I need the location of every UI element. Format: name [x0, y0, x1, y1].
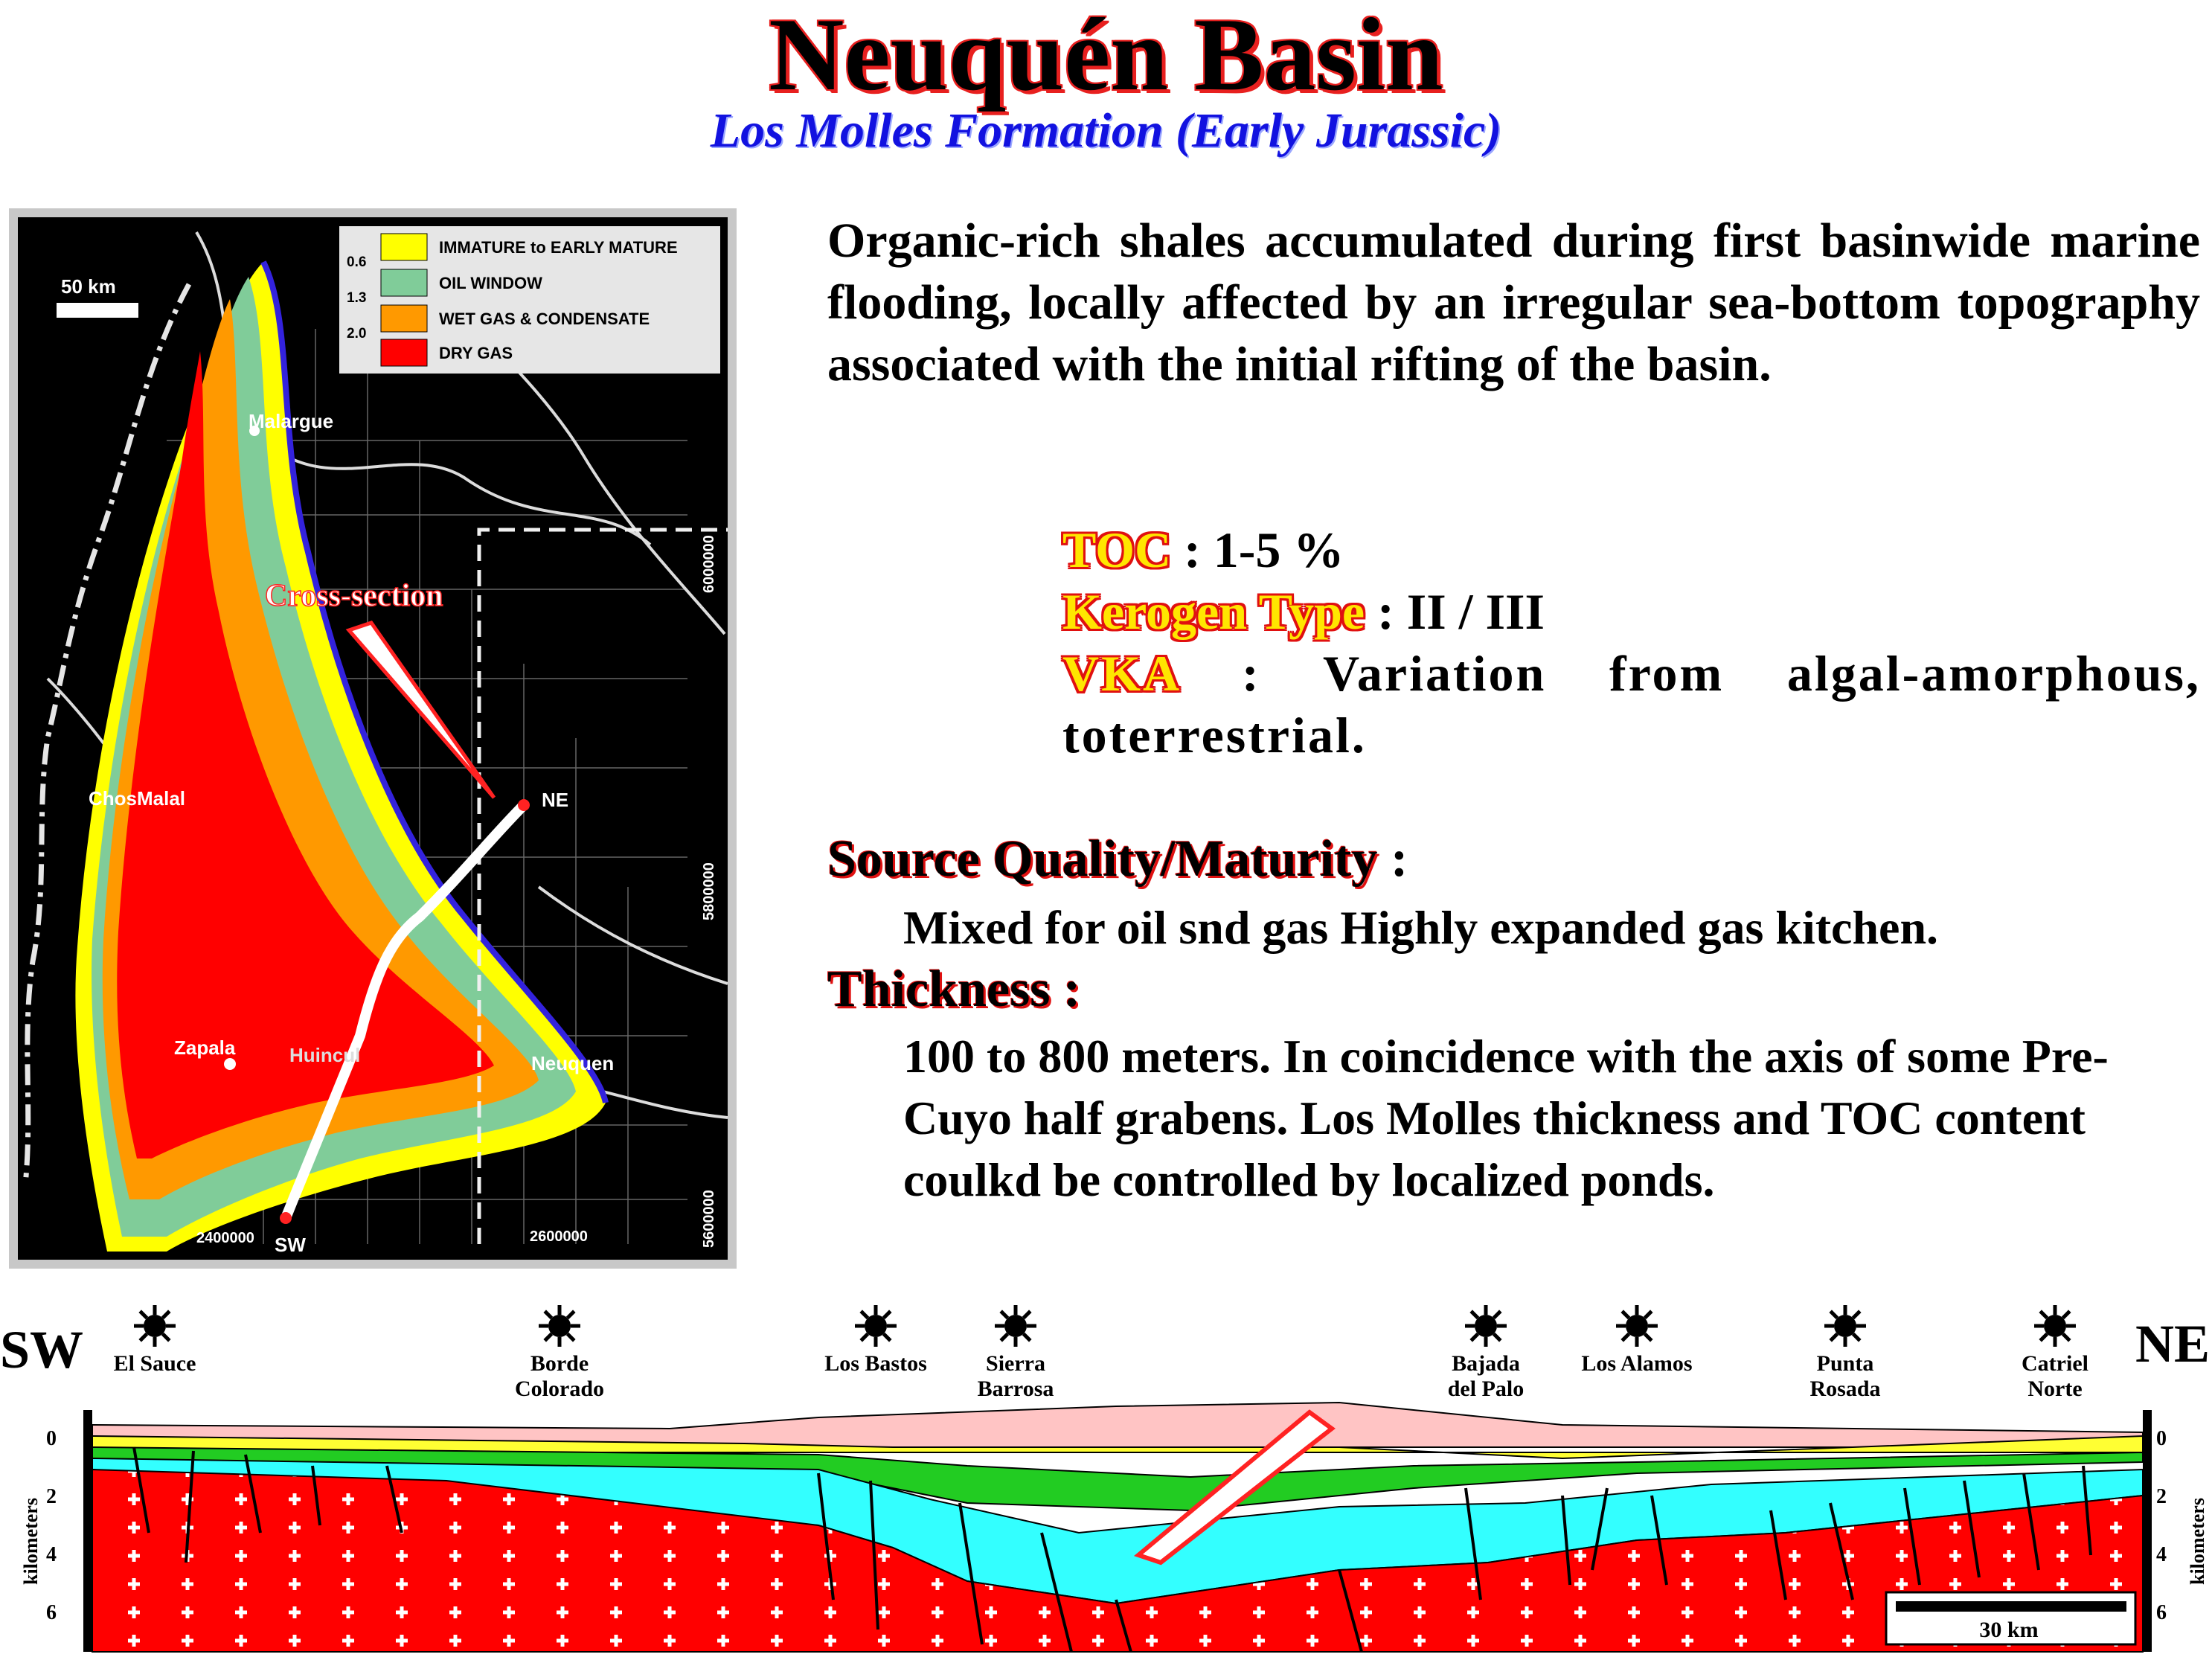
legend-label-drygas: DRY GAS: [439, 344, 513, 362]
source-quality-text: Mixed for oil snd gas Highly expanded gas kitchen.: [903, 901, 1939, 954]
well-1: [114, 1305, 196, 1376]
vka-line: [1062, 643, 2201, 766]
depth-tick-4: 4: [46, 1543, 57, 1566]
description-text: Organic-rich shales accumulated during first basinwide marine flooding, locally affected by an irregular sea-bottom topography associated with the initial rifting of the basin.: [827, 214, 2200, 391]
legend-threshold-2: 2.0: [347, 326, 367, 342]
well-ray: [1645, 1311, 1652, 1318]
legend-threshold-1: 1.3: [347, 290, 367, 306]
well-ray: [1622, 1311, 1629, 1318]
well-8: [2022, 1305, 2088, 1401]
well-symbol-icon: [2044, 1315, 2066, 1337]
well-ray: [2040, 1311, 2047, 1318]
well-ray: [2063, 1311, 2070, 1318]
label-ne: NE: [542, 789, 569, 811]
page-subtitle: Los Molles Formation (Early Jurassic): [710, 103, 1502, 158]
coord-5600000: 5600000: [701, 1190, 717, 1248]
vka-label: VKA: [1062, 645, 1179, 702]
section-scale-label: 30 km: [1979, 1618, 2039, 1642]
thickness-text: 100 to 800 meters. In coincidence with the axis of some Pre-Cuyo half grabens. Los Molles thickness and TOC content coulkd be controlled by localized ponds.: [903, 1030, 2109, 1206]
well-name-line1: Punta: [1816, 1351, 1874, 1376]
well-ray: [545, 1311, 551, 1318]
well-name-line2: Barrosa: [977, 1377, 1054, 1401]
place-huincul: Huincul: [289, 1044, 361, 1066]
well-ray: [2063, 1334, 2070, 1341]
legend-label-wetgas: WET GAS & CONDENSATE: [439, 310, 650, 328]
coord-2400000: 2400000: [196, 1230, 254, 1246]
well-ray: [884, 1311, 891, 1318]
well-ray: [1853, 1334, 1860, 1341]
axis-label-right: kilometers: [2187, 1498, 2208, 1585]
legend-swatch-oil: [381, 269, 427, 296]
maturity-map: [18, 217, 728, 1260]
place-malargue: Malargue: [249, 410, 334, 432]
well-ray: [1471, 1311, 1478, 1318]
well-ray: [1024, 1311, 1030, 1318]
well-ray: [2040, 1334, 2047, 1341]
well-symbol-icon: [1004, 1315, 1027, 1337]
toc-label: TOC: [1062, 522, 1172, 578]
toc-value: : 1-5 %: [1184, 522, 1344, 578]
depth-tick-2: 2: [46, 1485, 57, 1508]
legend-label-immature: IMMATURE to EARLY MATURE: [439, 238, 678, 257]
toc-line: [1062, 519, 1344, 581]
depth-tick-6: 6: [46, 1601, 57, 1624]
source-quality-colon: :: [1377, 830, 1408, 888]
well-ray: [861, 1334, 868, 1341]
map-scale-bar: [57, 303, 138, 318]
depth-tick-right-4: 4: [2156, 1543, 2167, 1566]
well-ray: [1645, 1334, 1652, 1341]
well-4: [978, 1305, 1054, 1401]
well-name-line1: Bajada: [1452, 1351, 1520, 1376]
section-scale-bar: [1896, 1601, 2126, 1612]
well-name-line2: Rosada: [1809, 1377, 1881, 1401]
kerogen-label: Kerogen Type: [1062, 583, 1365, 640]
depth-tick-right-0: 0: [2156, 1427, 2167, 1450]
depth-tick-right-2: 2: [2156, 1485, 2167, 1508]
thickness-heading: Thickness :: [827, 961, 1081, 1018]
coord-5800000: 5800000: [701, 862, 717, 920]
well-symbol-icon: [144, 1315, 166, 1337]
axis-label-left: kilometers: [20, 1498, 42, 1585]
legend-swatch-drygas: [381, 339, 427, 366]
vka-value: : Variation from algal-amorphous, toterrestrial.: [1062, 645, 2201, 763]
section-sw-label: SW: [0, 1320, 84, 1379]
well-markers: [114, 1305, 2088, 1401]
legend-swatch-immature: [381, 234, 427, 260]
well-ray: [861, 1311, 868, 1318]
well-ray: [1001, 1334, 1007, 1341]
source-quality-title: Source Quality/Maturity: [827, 830, 1378, 888]
well-name-line2: Norte: [2027, 1377, 2083, 1401]
page-title: Neuquén Basin: [769, 0, 1443, 112]
well-3: [824, 1305, 927, 1376]
well-symbol-icon: [1626, 1315, 1648, 1337]
section-left-bar: [83, 1410, 92, 1652]
cross-section-label: Cross-section: [265, 579, 443, 613]
well-6: [1581, 1305, 1692, 1376]
map-scale-label: 50 km: [61, 275, 116, 298]
well-ray: [1830, 1334, 1837, 1341]
well-ray: [545, 1334, 551, 1341]
well-ray: [140, 1311, 147, 1318]
section-ne-label: NE: [2135, 1314, 2211, 1374]
well-ray: [163, 1311, 170, 1318]
well-ray: [1494, 1334, 1501, 1341]
well-ray: [568, 1311, 574, 1318]
well-symbol-icon: [548, 1315, 571, 1337]
well-ray: [1622, 1334, 1629, 1341]
well-ray: [1853, 1311, 1860, 1318]
well-ray: [140, 1334, 147, 1341]
ne-endpoint-marker: [518, 799, 530, 811]
well-name-line1: Borde: [530, 1351, 589, 1376]
map-legend: [339, 226, 720, 374]
kerogen-value: : II / III: [1377, 583, 1545, 640]
well-ray: [1471, 1334, 1478, 1341]
depth-tick-right-6: 6: [2156, 1601, 2167, 1624]
depth-axis-right: [2156, 1427, 2167, 1624]
place-neuquen: Neuquen: [531, 1052, 615, 1074]
well-symbol-icon: [1834, 1315, 1856, 1337]
well-ray: [1001, 1311, 1007, 1318]
depth-tick-0: 0: [46, 1427, 57, 1450]
legend-threshold-0: 0.6: [347, 254, 367, 270]
well-ray: [1024, 1334, 1030, 1341]
maturity-map-svg: [18, 217, 728, 1260]
well-symbol-icon: [865, 1315, 887, 1337]
section-right-bar: [2143, 1410, 2152, 1652]
well-name-line1: Los Bastos: [824, 1351, 927, 1376]
coord-6000000: 6000000: [701, 535, 717, 593]
depth-axis-left: [46, 1427, 57, 1624]
well-ray: [163, 1334, 170, 1341]
well-symbol-icon: [1475, 1315, 1497, 1337]
place-chosmalal: ChosMalal: [89, 787, 186, 810]
well-name-line1: Sierra: [986, 1351, 1045, 1376]
well-name-line2: Colorado: [515, 1377, 604, 1401]
label-sw: SW: [275, 1234, 306, 1256]
coord-2600000: 2600000: [530, 1228, 588, 1245]
well-2: [515, 1305, 604, 1401]
place-zapala: Zapala: [174, 1036, 236, 1059]
well-name-line1: El Sauce: [113, 1351, 196, 1376]
well-5: [1448, 1305, 1525, 1401]
map-frame: [9, 208, 737, 1269]
sw-endpoint-marker: [280, 1212, 292, 1224]
zapala-dot: [224, 1058, 236, 1070]
source-quality-heading: [827, 830, 1408, 889]
cross-section-diagram: [0, 1287, 2212, 1660]
well-ray: [1494, 1311, 1501, 1318]
well-ray: [568, 1334, 574, 1341]
well-ray: [1830, 1311, 1837, 1318]
well-name-line2: del Palo: [1447, 1377, 1525, 1401]
legend-label-oil: OIL WINDOW: [439, 274, 542, 292]
well-name-line1: Los Alamos: [1581, 1351, 1693, 1376]
kerogen-line: [1062, 581, 1545, 643]
well-7: [1809, 1305, 1880, 1401]
well-ray: [884, 1334, 891, 1341]
well-name-line1: Catriel: [2022, 1351, 2088, 1376]
legend-swatch-wetgas: [381, 305, 427, 332]
